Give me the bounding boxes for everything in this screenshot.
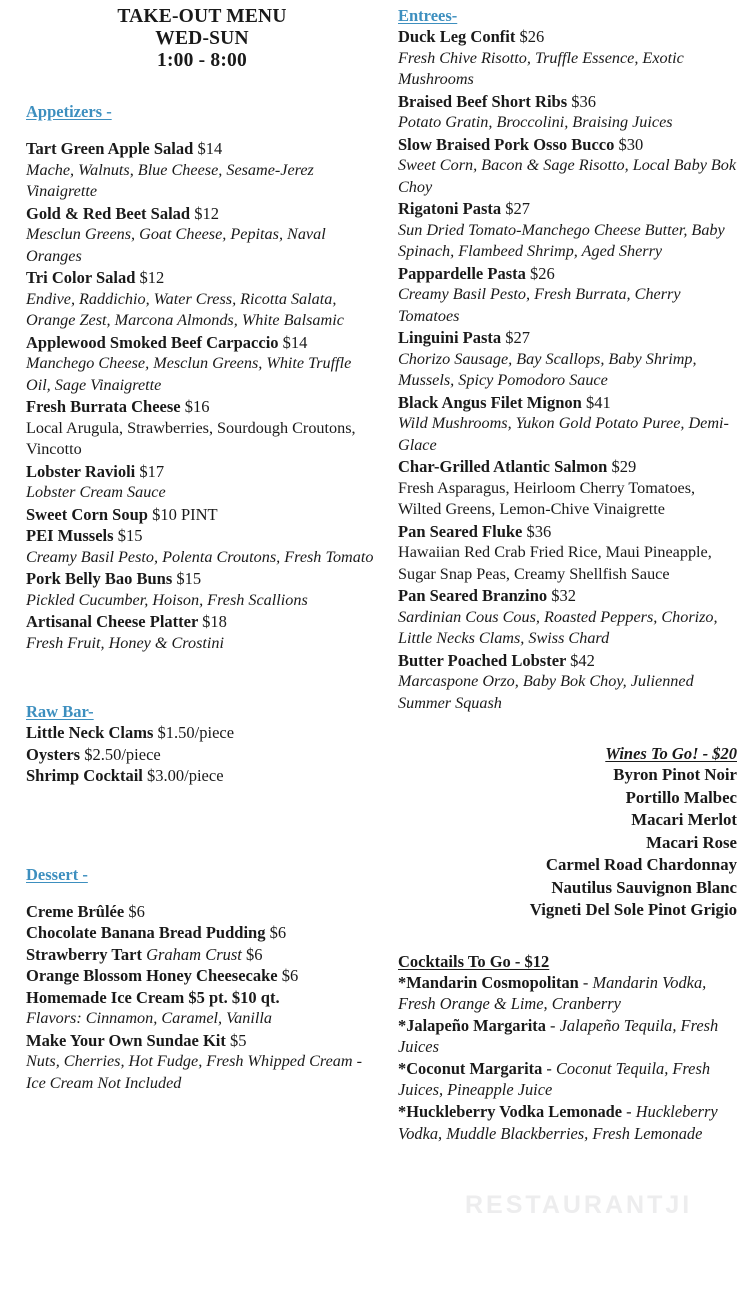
item-price: $32 bbox=[551, 586, 576, 605]
spacer bbox=[26, 654, 378, 702]
item-name: PEI Mussels bbox=[26, 526, 114, 545]
menu-item bbox=[26, 504, 378, 526]
menu-item bbox=[26, 525, 378, 568]
cocktail-name: *Mandarin Cosmopolitan bbox=[398, 972, 579, 992]
cocktail-name: *Huckleberry Vodka Lemonade bbox=[398, 1102, 623, 1122]
menu-item bbox=[398, 456, 737, 521]
cocktails-to-go-section bbox=[398, 952, 737, 1145]
item-name-price bbox=[398, 91, 737, 113]
item-description: Endive, Raddichio, Water Cress, Ricotta Salata, Orange Zest, Marcona Almonds, White Balsamic bbox=[26, 289, 344, 329]
item-description: Wild Mushrooms, Yukon Gold Potato Puree, Demi-Glace bbox=[398, 414, 729, 454]
item-description: Lobster Cream Sauce bbox=[26, 483, 166, 501]
item-description: Chorizo Sausage, Bay Scallops, Baby Shrimp, Mussels, Spicy Pomodoro Sauce bbox=[398, 349, 697, 389]
item-name: Pappardelle Pasta bbox=[398, 263, 526, 283]
menu-item bbox=[26, 611, 378, 654]
item-name-price bbox=[26, 944, 378, 966]
menu-item bbox=[26, 944, 378, 966]
menu-item bbox=[26, 901, 378, 923]
section-heading-dessert: Dessert - bbox=[26, 864, 88, 884]
item-name: Char-Grilled Atlantic Salmon bbox=[398, 457, 608, 476]
item-price: $18 bbox=[202, 612, 227, 631]
item-description: Sun Dried Tomato-Manchego Cheese Butter, Baby Spinach, Flambeed Shrimp, Aged Sherry bbox=[398, 220, 725, 260]
item-price: $12 bbox=[139, 268, 165, 287]
item-name: Oysters bbox=[26, 744, 81, 764]
cocktail-description: Jalapeño Tequila, Fresh Juices bbox=[398, 1015, 719, 1057]
menu-item bbox=[398, 198, 737, 263]
section-heading-wines: Wines To Go! - $20 bbox=[605, 744, 737, 763]
item-name-price bbox=[26, 461, 378, 483]
item-price: $36 bbox=[526, 521, 552, 541]
item-price: $42 bbox=[570, 650, 595, 670]
menu-item bbox=[26, 332, 378, 397]
item-price: $5 pt. $10 qt. bbox=[188, 987, 280, 1007]
item-name: Shrimp Cocktail bbox=[26, 766, 143, 785]
item-name: Pan Seared Branzino bbox=[398, 586, 548, 605]
cocktail-item bbox=[398, 1058, 737, 1101]
item-name-price bbox=[398, 26, 737, 48]
cocktail-separator: - bbox=[542, 1058, 556, 1078]
item-price: $14 bbox=[282, 332, 308, 352]
raw-bar-list bbox=[26, 722, 378, 787]
item-name: Artisanal Cheese Platter bbox=[26, 612, 198, 631]
section-heading-entrees: Entrees- bbox=[398, 6, 458, 25]
wines-to-go-section bbox=[398, 744, 737, 922]
item-name: Strawberry Tart bbox=[26, 944, 142, 964]
menu-item bbox=[398, 263, 737, 328]
menu-item bbox=[26, 138, 378, 203]
wine-item: Macari Merlot bbox=[631, 810, 737, 829]
menu-item bbox=[26, 765, 378, 787]
cocktail-name: *Jalapeño Margarita bbox=[398, 1015, 546, 1035]
item-name-price bbox=[398, 392, 737, 414]
item-name-price bbox=[26, 138, 378, 160]
watermark: RESTAURANTJI bbox=[465, 1191, 693, 1219]
item-price: $41 bbox=[585, 392, 611, 412]
item-name-price bbox=[398, 327, 737, 349]
menu-item bbox=[398, 585, 737, 650]
item-name: Sweet Corn Soup bbox=[26, 504, 148, 524]
wine-item: Portillo Malbec bbox=[625, 787, 737, 807]
spacer bbox=[26, 787, 378, 865]
menu-item bbox=[398, 91, 737, 134]
item-name: Tart Green Apple Salad bbox=[26, 139, 194, 158]
menu-item bbox=[26, 396, 378, 461]
item-name: Little Neck Clams bbox=[26, 723, 154, 742]
menu-item bbox=[26, 267, 378, 332]
item-description: Sardinian Cous Cous, Roasted Peppers, Chorizo, Little Necks Clams, Swiss Chard bbox=[398, 607, 718, 647]
spacer bbox=[398, 922, 737, 952]
item-name-price bbox=[26, 987, 378, 1009]
item-description: Creamy Basil Pesto, Fresh Burrata, Cherry Tomatoes bbox=[398, 285, 681, 325]
item-name: Lobster Ravioli bbox=[26, 461, 136, 481]
item-description: Pickled Cucumber, Hoison, Fresh Scallions bbox=[26, 590, 308, 609]
item-description: Hawaiian Red Crab Fried Rice, Maui Pineapple, Sugar Snap Peas, Creamy Shellfish Sauce bbox=[398, 543, 712, 583]
appetizers-list bbox=[26, 138, 378, 654]
item-price: $5 bbox=[230, 1030, 247, 1050]
menu-item bbox=[398, 134, 737, 199]
item-name-price bbox=[26, 396, 378, 418]
cocktail-item bbox=[398, 1015, 737, 1058]
menu-item bbox=[26, 922, 378, 944]
item-note: Graham Crust bbox=[146, 944, 242, 964]
menu-item bbox=[26, 722, 378, 744]
menu-item bbox=[26, 1030, 378, 1095]
spacer bbox=[26, 122, 378, 138]
item-name-price bbox=[26, 267, 378, 289]
menu-item bbox=[26, 568, 378, 611]
item-name: Braised Beef Short Ribs bbox=[398, 91, 568, 111]
spacer bbox=[26, 885, 378, 901]
item-name-price bbox=[398, 585, 737, 607]
item-name-price bbox=[398, 650, 737, 672]
menu-item bbox=[26, 461, 378, 504]
item-description: Creamy Basil Pesto, Polenta Croutons, Fresh Tomato bbox=[26, 547, 374, 566]
cocktail-item bbox=[398, 972, 737, 1015]
item-description: Fresh Chive Risotto, Truffle Essence, Exotic Mushrooms bbox=[398, 48, 684, 88]
section-heading-cocktails: Cocktails To Go - $12 bbox=[398, 951, 550, 971]
item-name-price bbox=[26, 525, 378, 547]
item-description: Local Arugula, Strawberries, Sourdough Croutons, Vincotto bbox=[26, 418, 356, 458]
menu-item bbox=[26, 744, 378, 766]
item-price: $6 bbox=[246, 944, 263, 964]
wine-item: Nautilus Sauvignon Blanc bbox=[551, 877, 737, 897]
wine-item: Byron Pinot Noir bbox=[613, 765, 737, 784]
item-name: Fresh Burrata Cheese bbox=[26, 397, 181, 416]
item-description: Flavors: Cinnamon, Caramel, Vanilla bbox=[26, 1009, 272, 1027]
item-name: Black Angus Filet Mignon bbox=[398, 392, 582, 412]
item-price: $15 bbox=[176, 569, 202, 588]
item-price: $16 bbox=[184, 397, 210, 416]
menu-item bbox=[398, 521, 737, 586]
menu-item bbox=[398, 327, 737, 392]
wine-item: Macari Rose bbox=[646, 832, 737, 852]
menu-item bbox=[398, 26, 737, 91]
item-name-price bbox=[26, 332, 378, 354]
item-price: $17 bbox=[139, 461, 165, 481]
item-price: $12 bbox=[194, 203, 219, 223]
item-price: $27 bbox=[505, 199, 530, 218]
item-name-price bbox=[398, 134, 737, 156]
item-name: Rigatoni Pasta bbox=[398, 199, 502, 218]
item-description: Fresh Asparagus, Heirloom Cherry Tomatoes, Wilted Greens, Lemon-Chive Vinaigrette bbox=[398, 478, 696, 518]
masthead bbox=[26, 6, 378, 72]
item-name: Make Your Own Sundae Kit bbox=[26, 1030, 226, 1050]
item-price: $30 bbox=[618, 134, 644, 154]
cocktail-separator: - bbox=[545, 1015, 560, 1035]
cocktail-item bbox=[398, 1101, 737, 1144]
item-name: Linguini Pasta bbox=[398, 328, 502, 347]
section-heading-appetizers: Appetizers - bbox=[26, 102, 112, 121]
item-price: $26 bbox=[519, 27, 545, 46]
item-price: $14 bbox=[197, 139, 223, 158]
item-name-price bbox=[26, 901, 378, 923]
item-price: $36 bbox=[571, 91, 596, 111]
item-name-price bbox=[26, 568, 378, 590]
entrees-list bbox=[398, 26, 737, 714]
wine-item: Carmel Road Chardonnay bbox=[545, 855, 737, 874]
left-column bbox=[26, 0, 378, 1094]
dessert-list bbox=[26, 901, 378, 1095]
item-name-price bbox=[26, 1030, 378, 1052]
item-description: Fresh Fruit, Honey & Crostini bbox=[26, 633, 224, 652]
item-name: Gold & Red Beet Salad bbox=[26, 203, 191, 223]
item-price: $10 PINT bbox=[152, 504, 218, 524]
item-name: Butter Poached Lobster bbox=[398, 650, 567, 670]
item-description: Mesclun Greens, Goat Cheese, Pepitas, Naval Oranges bbox=[26, 225, 326, 265]
item-name: Creme Brûlée bbox=[26, 901, 125, 921]
item-name-price bbox=[398, 521, 737, 543]
menu-item bbox=[26, 203, 378, 268]
cocktail-description: Huckleberry Vodka, Muddle Blackberries, Fresh Lemonade bbox=[398, 1102, 718, 1143]
item-price: $29 bbox=[611, 457, 637, 476]
item-price: $1.50/piece bbox=[157, 723, 235, 742]
item-description: Mache, Walnuts, Blue Cheese, Sesame-Jerez Vinaigrette bbox=[26, 160, 314, 200]
right-column bbox=[398, 0, 737, 1144]
item-name-price bbox=[26, 965, 378, 987]
item-name-price bbox=[26, 611, 378, 633]
cocktail-separator: - bbox=[578, 972, 593, 992]
item-name: Slow Braised Pork Osso Bucco bbox=[398, 134, 615, 154]
item-price: $2.50/piece bbox=[84, 744, 161, 764]
item-name: Orange Blossom Honey Cheesecake bbox=[26, 966, 278, 985]
item-name-price bbox=[398, 456, 737, 478]
item-price: $15 bbox=[117, 526, 143, 545]
item-description: Manchego Cheese, Mesclun Greens, White Truffle Oil, Sage Vinaigrette bbox=[26, 354, 352, 394]
menu-item bbox=[398, 392, 737, 457]
item-price: $6 bbox=[128, 901, 145, 921]
menu-item bbox=[26, 965, 378, 987]
item-price: $6 bbox=[269, 923, 287, 942]
masthead-line-2: WED-SUN bbox=[155, 28, 249, 49]
spacer bbox=[398, 714, 737, 744]
item-description: Nuts, Cherries, Hot Fudge, Fresh Whipped Cream - Ice Cream Not Included bbox=[26, 1052, 363, 1092]
item-name: Pork Belly Bao Buns bbox=[26, 569, 173, 588]
item-name: Tri Color Salad bbox=[26, 268, 136, 287]
item-description: Marcaspone Orzo, Baby Bok Choy, Julienned Summer Squash bbox=[398, 672, 694, 712]
cocktail-description: Mandarin Vodka, Fresh Orange & Lime, Cranberry bbox=[398, 972, 707, 1014]
item-name: Homemade Ice Cream bbox=[26, 987, 185, 1007]
item-name: Duck Leg Confit bbox=[398, 27, 516, 46]
item-name-price bbox=[26, 203, 378, 225]
item-name-price bbox=[398, 263, 737, 285]
item-price: $3.00/piece bbox=[147, 766, 224, 785]
item-price: $6 bbox=[281, 966, 299, 985]
item-name: Pan Seared Fluke bbox=[398, 521, 523, 541]
item-name: Chocolate Banana Bread Pudding bbox=[26, 923, 266, 942]
cocktail-name: *Coconut Margarita bbox=[398, 1058, 543, 1078]
spacer bbox=[26, 72, 378, 102]
cocktail-description: Coconut Tequila, Fresh Juices, Pineapple Juice bbox=[398, 1058, 711, 1100]
menu-item bbox=[398, 650, 737, 715]
item-name: Applewood Smoked Beef Carpaccio bbox=[26, 332, 279, 352]
section-heading-raw-bar: Raw Bar- bbox=[26, 702, 94, 721]
masthead-line-3: 1:00 - 8:00 bbox=[157, 50, 247, 71]
item-name-price bbox=[26, 504, 378, 526]
wine-item: Vigneti Del Sole Pinot Grigio bbox=[529, 900, 737, 919]
item-description: Potato Gratin, Broccolini, Braising Juices bbox=[398, 113, 673, 131]
item-price: $26 bbox=[530, 263, 555, 283]
item-name-price bbox=[398, 198, 737, 220]
item-name-price bbox=[26, 922, 378, 944]
menu-item bbox=[26, 987, 378, 1030]
cocktail-separator: - bbox=[622, 1102, 636, 1122]
item-price: $27 bbox=[505, 328, 531, 347]
item-description: Sweet Corn, Bacon & Sage Risotto, Local Baby Bok Choy bbox=[398, 156, 737, 196]
masthead-line-1: TAKE-OUT MENU bbox=[117, 6, 287, 27]
